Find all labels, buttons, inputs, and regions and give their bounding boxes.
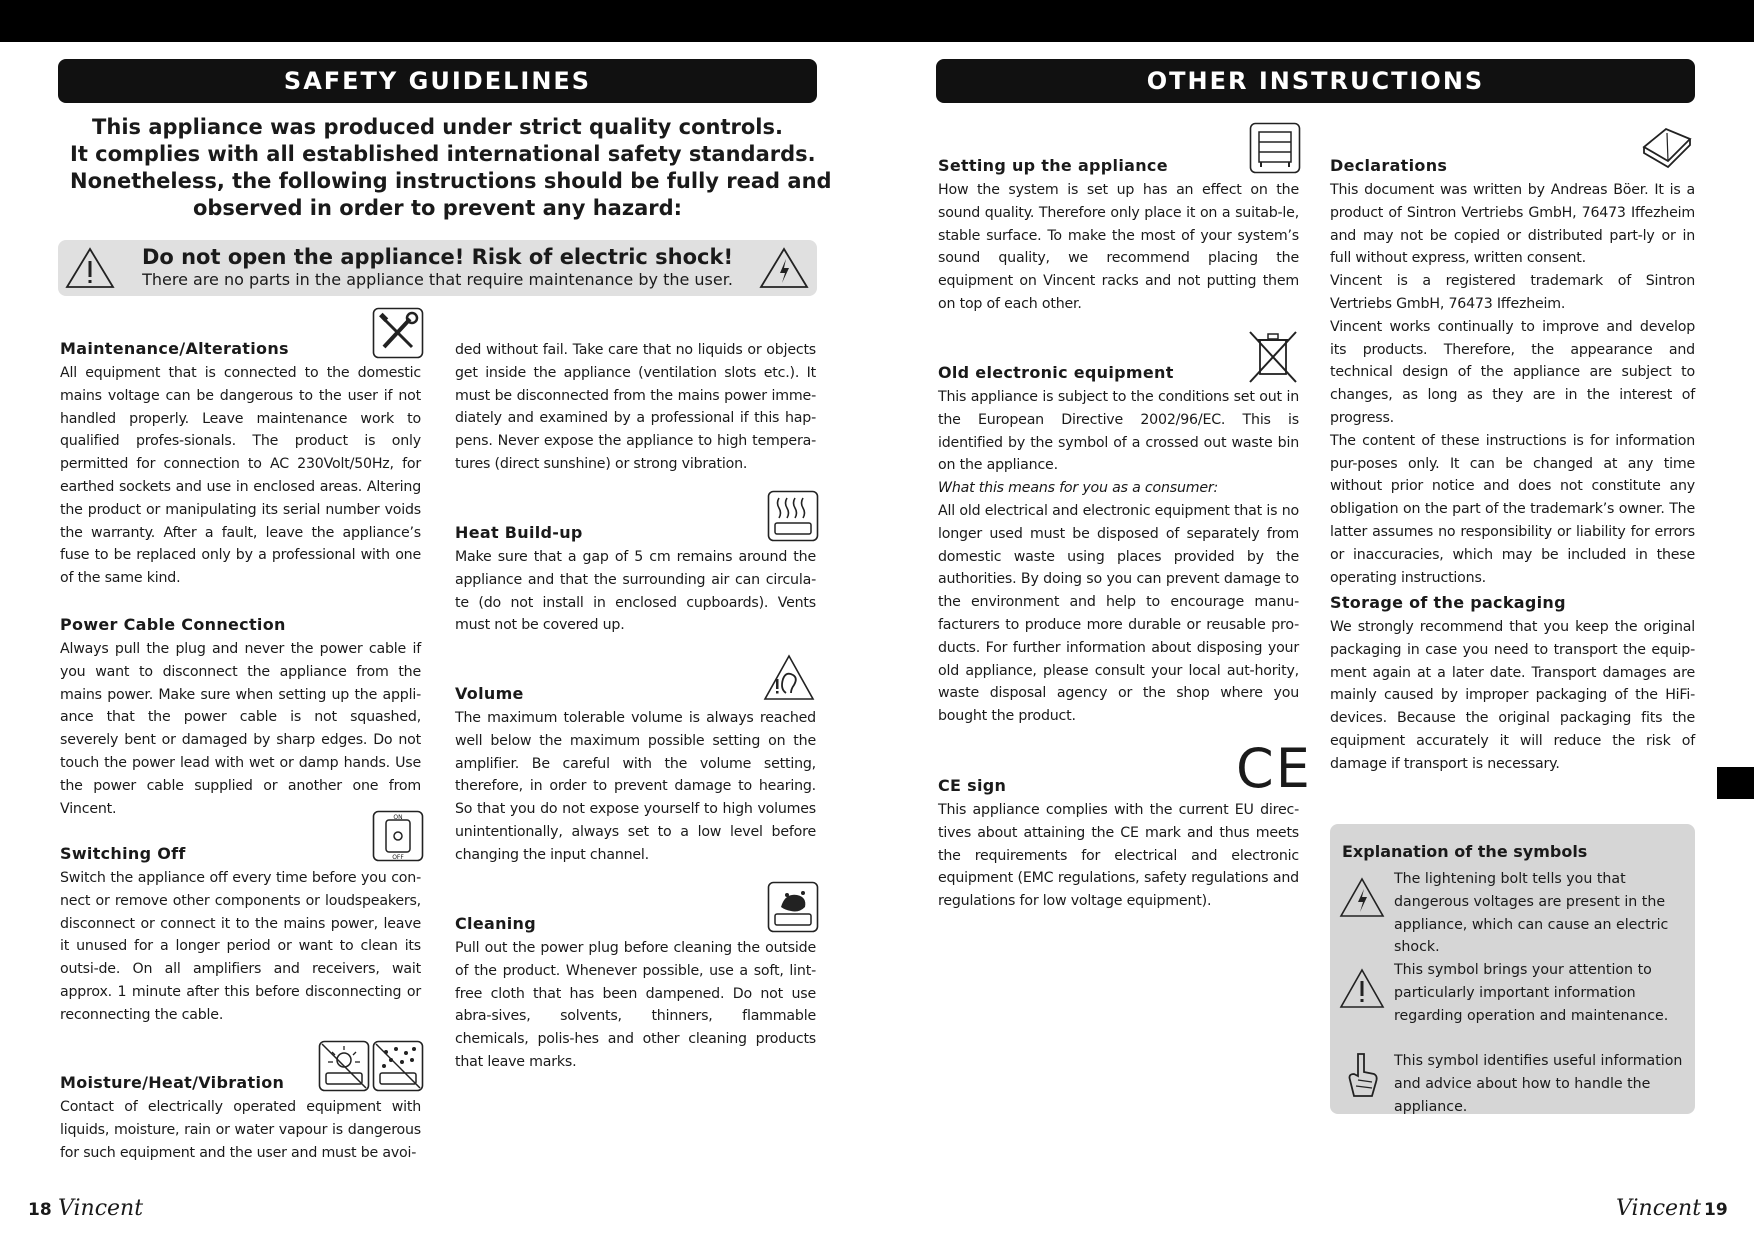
rack-icon	[1249, 122, 1301, 174]
water-drops-icon	[372, 1040, 424, 1092]
hearing-warning-icon	[762, 653, 816, 703]
section-body: How the system is set up has an effect on the sound quality. Therefore only place it on a suitab-le, stable surface. To make the most of your system’s sound quality, we recommend placing the equipment on Vincent racks and not putting them on top of each other.	[938, 182, 1299, 312]
section-body: Pull out the power plug before cleaning the outside of the product. Whenever possible, use a soft, lint-free cloth that has been dampened. Do not use abra-sives, solvents, thinners, flammable chemicals, polis-hes and other cleaning products that leave marks.	[455, 940, 816, 1070]
cleaning-cloth-icon	[767, 881, 819, 933]
ce-mark-icon: CE	[1236, 737, 1312, 800]
section-title: CE sign	[938, 776, 1007, 795]
section-title: Old electronic equipment	[938, 363, 1174, 382]
lightning-triangle-icon	[1338, 876, 1386, 920]
section-storage	[1330, 592, 1695, 776]
switch-off-label: OFF	[392, 854, 404, 861]
page-number-right: 19	[1704, 1200, 1728, 1220]
section-moisture-continued	[455, 339, 816, 476]
section-title: Moisture/Heat/Vibration	[60, 1073, 285, 1092]
switch-on-label: ON	[393, 814, 403, 821]
symbols-explanation-box	[1330, 824, 1695, 1114]
section-body: Make sure that a gap of 5 cm remains around the appliance and that the surrounding air can circula-te (do not install in enclosed cupboards). Vents must not be covered up.	[455, 549, 816, 634]
power-switch-icon	[372, 810, 424, 862]
heat-waves-icon	[767, 490, 819, 542]
section-body: Always pull the plug and never the power cable if you want to disconnect the appliance from the mains power. Make sure when setting up the appli-ance that the power cable is not squashed, severely bent or damaged by sharp edges. Do not touch the power lead with wet or damp hands. Use the power cable supplied or another one from Vincent.	[60, 641, 421, 817]
page-number-left: 18	[28, 1200, 52, 1220]
section-title: Power Cable Connection	[60, 615, 286, 634]
section-setup	[938, 155, 1299, 316]
brand-logo-right: Vincent	[1616, 1196, 1702, 1221]
section-maintenance	[60, 338, 421, 590]
open-book-icon	[1638, 125, 1696, 173]
warning-title: Do not open the appliance! Risk of electric shock!	[141, 245, 734, 269]
safety-guidelines-banner: SAFETY GUIDELINES	[58, 59, 817, 103]
warning-triangle-icon	[64, 246, 116, 290]
section-body: The maximum tolerable volume is always reached well below the maximum possible setting on the amplifier. Be careful with the volume setting, therefore, in order to prevent damage to hearing. So that you do not expose yourself to high volumes unintentionally, always set to a low level before changing the input channel.	[455, 710, 816, 863]
section-title: Declarations	[1330, 156, 1448, 175]
warning-triangle-icon	[1338, 967, 1386, 1011]
section-declarations	[1330, 155, 1695, 589]
symbol-description: The lightening bolt tells you that dangerous voltages are present in the appliance, which can cause an electric shock.	[1394, 871, 1669, 956]
warning-subtitle: There are no parts in the appliance that require maintenance by the user.	[142, 270, 733, 289]
section-title: Storage of the packaging	[1330, 593, 1566, 612]
section-body: We strongly recommend that you keep the original packaging in case you need to transport the equip-ment again at a later date. Transport damages are mainly caused by improper packaging of the HiFi-devices. Because the original packaging fits the equipment accurately it will reduce the risk of damage if transport is necessary.	[1330, 619, 1695, 772]
tools-icon	[372, 307, 424, 359]
intro-statement	[70, 114, 832, 222]
lightning-triangle-icon	[758, 246, 810, 290]
section-body: This document was written by Andreas Böer. It is a product of Sintron Vertriebs GmbH, 76473 Iffezheim and may not be copied or distributed part-ly or in full without express, written consent.	[1330, 182, 1695, 267]
section-title: Setting up the appliance	[938, 156, 1168, 175]
section-body: Vincent works continually to improve and develop its products. Therefore, the appearance and technical design of the appliance are subject to changes, as long as they are in the interest of progress.	[1330, 318, 1695, 426]
section-title: Switching Off	[60, 844, 186, 863]
section-body: ded without fail. Take care that no liquids or objects get inside the appliance (ventilation slots etc.). It must be disconnected from the mains power imme-diately and examined by a professional if this hap-pens. Never expose the appliance to high tempera-tures (direct sunshine) or strong vibration.	[455, 342, 816, 472]
symbol-description: This symbol identifies useful information and advice about how to handle the appliance.	[1394, 1053, 1683, 1115]
section-title: Volume	[455, 684, 524, 703]
intro-line: It complies with all established international safety standards.	[70, 142, 816, 166]
section-body: Switch the appliance off every time before you con-nect or remove other components or loudspeakers, disconnect or connect it to the mains power, leave it unused for a longer period or want to clean its outsi-de. On all amplifiers and receivers, wait approx. 1 minute after this before disconnecting or reconnecting the cable.	[60, 870, 421, 1023]
shock-warning-box	[58, 240, 817, 296]
section-body: All equipment that is connected to the domestic mains voltage can be dangerous to the user if not handled properly. Leave maintenance work to qualified profes-sionals. The product is only permitted for connection to AC 230Volt/50Hz, for earthed sockets and use in enclosed areas. Altering the product or manipulating its serial number voids the warranty. After a fault, leave the appliance’s fuse to be replaced only by a professional with one of the same kind.	[60, 365, 421, 587]
crossed-bin-icon	[1246, 328, 1300, 386]
section-heat-buildup	[455, 522, 816, 637]
intro-line: Nonetheless, the following instructions should be fully read and	[70, 169, 832, 193]
section-volume	[455, 683, 816, 867]
section-body: This appliance complies with the current EU direc-tives about attaining the CE mark and thus meets the requirements for electrical and electronic equipment (EMC regulations, safety regulations and regulations for low voltage equipment).	[938, 802, 1299, 910]
section-old-equipment	[938, 362, 1299, 728]
pointing-hand-icon	[1338, 1050, 1386, 1102]
top-black-bar	[0, 0, 1754, 42]
section-body: Vincent is a registered trademark of Sintron Vertriebs GmbH, 76473 Iffezheim.	[1330, 273, 1695, 312]
brand-logo-left: Vincent	[58, 1196, 144, 1221]
symbol-description: This symbol brings your attention to particularly important information regarding operation and maintenance.	[1394, 962, 1669, 1024]
page-edge-tab	[1717, 767, 1754, 799]
section-body: All old electrical and electronic equipment that is no longer used must be disposed of separately from domestic waste using places provided by the authorities. By doing so you can prevent damage to the environment and help to encourage manu-facturers to produce more durable or reusable pro-ducts. For further information about disposing your old appliance, please consult your local aut-hority, waste disposal agency or the shop where you bought the product.	[938, 502, 1299, 725]
section-cleaning	[455, 913, 816, 1074]
section-body: This appliance is subject to the conditions set out in the European Directive 2002/96/EC. This is identified by the symbol of a crossed out waste bin on the appliance.	[938, 389, 1299, 474]
intro-line: observed in order to prevent any hazard:	[192, 196, 683, 220]
heat-sun-icon	[318, 1040, 370, 1092]
section-power-cable	[60, 614, 421, 820]
section-title: Cleaning	[455, 914, 536, 933]
section-body: Contact of electrically operated equipment with liquids, moisture, rain or water vapour is dangerous for such equipment and the user and must be avoi-	[60, 1099, 421, 1161]
section-title: Heat Build-up	[455, 523, 583, 542]
section-body: The content of these instructions is for information pur-poses only. It can be changed at any time without prior notice and does not constitute any obligation on the part of the trademark’s owner. The latter assumes no responsibility or liability for errors or inaccuracies, which may be included in these operating instructions.	[1330, 432, 1695, 586]
other-instructions-banner: OTHER INSTRUCTIONS	[936, 59, 1695, 103]
intro-line: This appliance was produced under strict quality controls.	[92, 115, 783, 139]
section-title: Maintenance/Alterations	[60, 339, 289, 358]
section-switching-off	[60, 843, 421, 1027]
section-italic-note: What this means for you as a consumer:	[938, 480, 1219, 497]
symbols-title: Explanation of the symbols	[1342, 842, 1588, 861]
